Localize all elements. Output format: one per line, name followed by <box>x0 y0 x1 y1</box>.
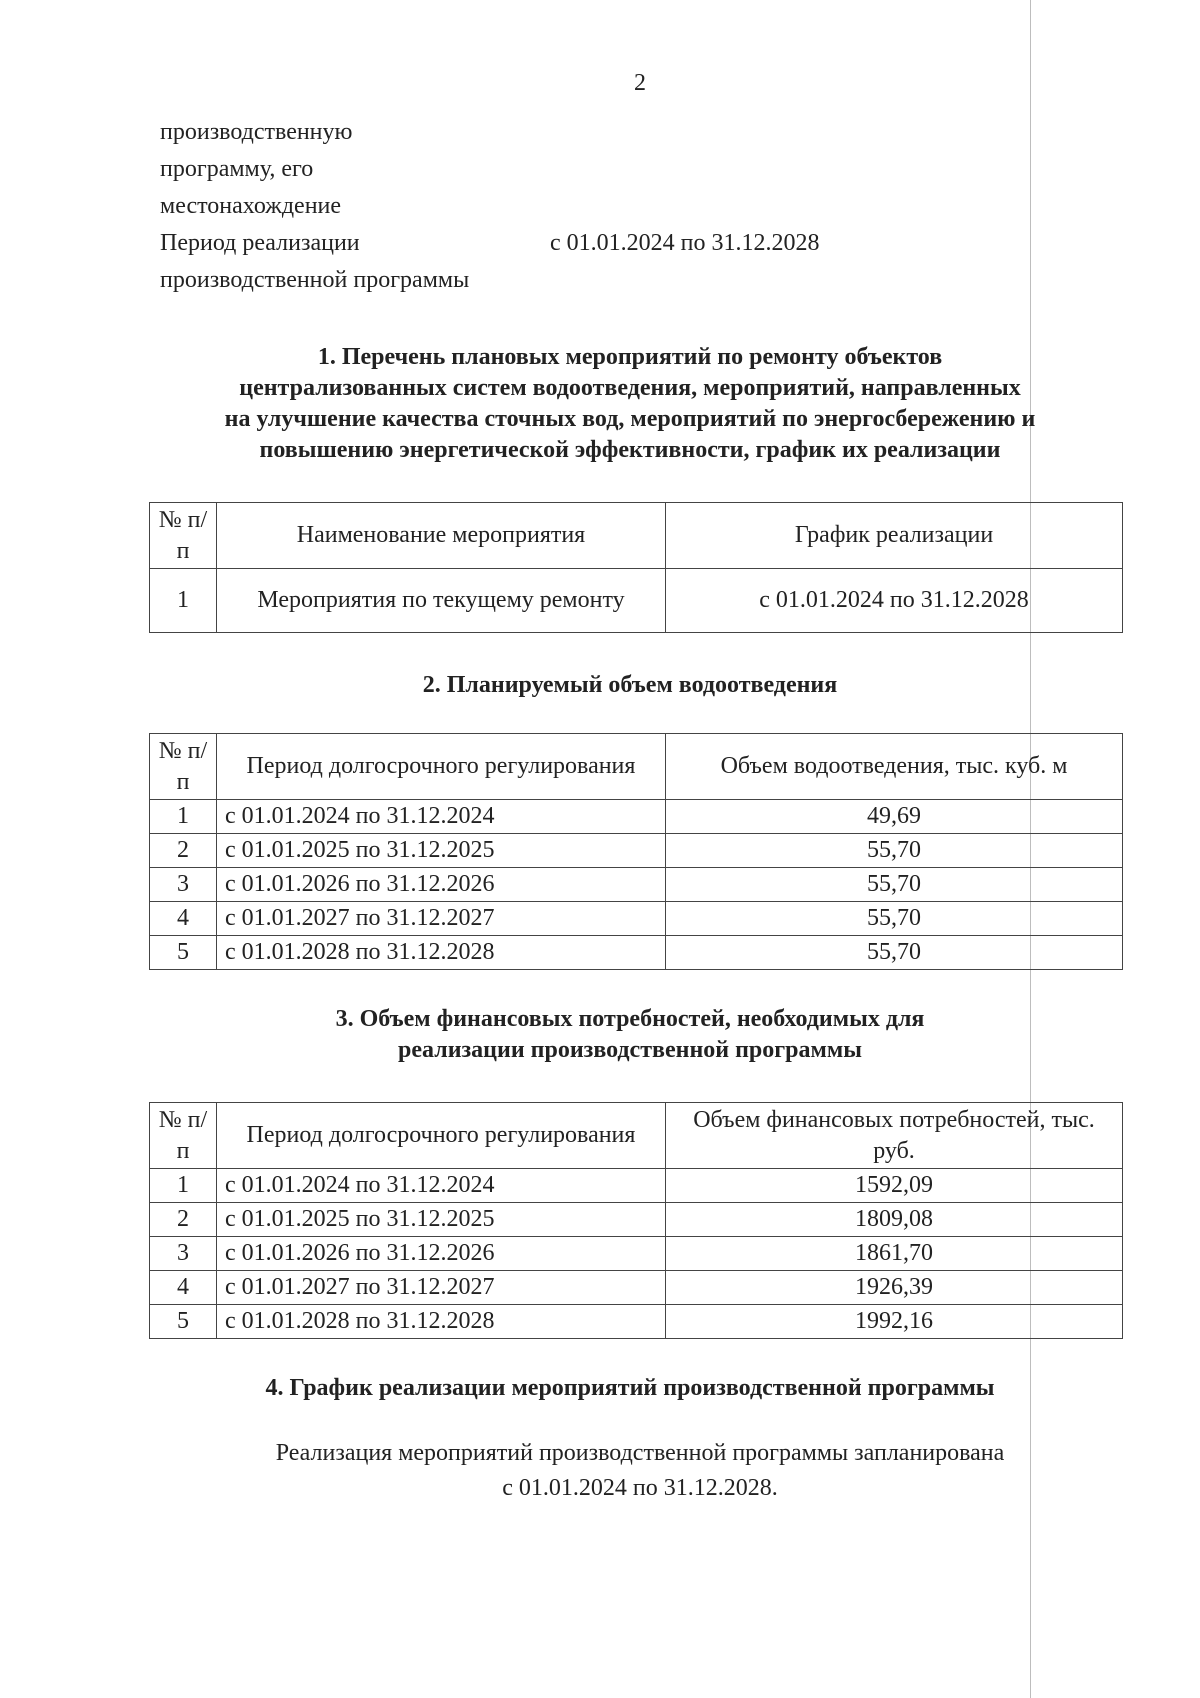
row-num: 1 <box>150 569 217 633</box>
row-period: с 01.01.2024 по 31.12.2024 <box>217 800 666 834</box>
row-num: 1 <box>150 1169 217 1203</box>
row-volume: 49,69 <box>666 800 1123 834</box>
volume-table <box>149 733 1123 970</box>
page-number: 2 <box>634 70 646 96</box>
row-period: с 01.01.2026 по 31.12.2026 <box>217 868 666 902</box>
period-label <box>160 225 550 299</box>
section4-title <box>140 1373 1120 1404</box>
header-num: № п/п <box>150 734 217 800</box>
table-row <box>150 1237 1123 1271</box>
row-finance: 1809,08 <box>666 1203 1123 1237</box>
period-label-line: Период реализации <box>160 230 360 256</box>
section1-title <box>140 342 1120 466</box>
section2-title-line: 2. Планируемый объем водоотведения <box>422 672 838 698</box>
section4-paragraph <box>160 1436 1120 1506</box>
table-row <box>150 569 1123 633</box>
row-num: 2 <box>150 1203 217 1237</box>
row-period: с 01.01.2027 по 31.12.2027 <box>217 902 666 936</box>
section3-title <box>140 1004 1120 1066</box>
owner-row <box>160 114 820 225</box>
section4-title-line: 4. График реализации мероприятий производственной программы <box>265 1375 995 1401</box>
row-period: с 01.01.2025 по 31.12.2025 <box>217 1203 666 1237</box>
section1-title-line: на улучшение качества сточных вод, мероприятий по энергосбережению и <box>224 406 1036 432</box>
table-row <box>150 936 1123 970</box>
header-name: Наименование мероприятия <box>217 503 666 569</box>
section1-title-line: повышению энергетической эффективности, график их реализации <box>259 437 1001 463</box>
table-row <box>150 1305 1123 1339</box>
table-row <box>150 902 1123 936</box>
header-period: Период долгосрочного регулирования <box>217 1103 666 1169</box>
period-value: с 01.01.2024 по 31.12.2028 <box>550 230 820 256</box>
header-finance: Объем финансовых потребностей, тыс. руб. <box>666 1103 1123 1169</box>
table-row <box>150 800 1123 834</box>
row-finance: 1861,70 <box>666 1237 1123 1271</box>
row-period: с 01.01.2024 по 31.12.2024 <box>217 1169 666 1203</box>
table-row <box>150 868 1123 902</box>
row-volume: 55,70 <box>666 902 1123 936</box>
header-schedule: График реализации <box>666 503 1123 569</box>
row-volume: 55,70 <box>666 834 1123 868</box>
table-row <box>150 1169 1123 1203</box>
paragraph-line: Реализация мероприятий производственной программы запланирована <box>275 1440 1005 1466</box>
table-header-row <box>150 503 1123 569</box>
row-num: 5 <box>150 936 217 970</box>
measures-table <box>149 502 1123 633</box>
row-finance: 1592,09 <box>666 1169 1123 1203</box>
row-finance: 1926,39 <box>666 1271 1123 1305</box>
header-num: № п/п <box>150 503 217 569</box>
row-finance: 1992,16 <box>666 1305 1123 1339</box>
row-period: с 01.01.2025 по 31.12.2025 <box>217 834 666 868</box>
row-period: с 01.01.2026 по 31.12.2026 <box>217 1237 666 1271</box>
row-num: 4 <box>150 1271 217 1305</box>
paragraph-line: с 01.01.2024 по 31.12.2028. <box>502 1475 778 1501</box>
period-label-line: производственной программы <box>160 267 470 293</box>
row-volume: 55,70 <box>666 868 1123 902</box>
program-info-block <box>160 114 820 299</box>
section3-title-line: 3. Объем финансовых потребностей, необходимых для <box>335 1006 925 1032</box>
section1-title-line: централизованных систем водоотведения, мероприятий, направленных <box>239 375 1021 401</box>
row-num: 3 <box>150 868 217 902</box>
row-name: Мероприятия по текущему ремонту <box>217 569 666 633</box>
owner-label-line: местонахождение <box>160 193 342 219</box>
table-row <box>150 1271 1123 1305</box>
section1-title-line: 1. Перечень плановых мероприятий по ремонту объектов <box>317 344 943 370</box>
row-num: 3 <box>150 1237 217 1271</box>
row-num: 4 <box>150 902 217 936</box>
section3-title-line: реализации производственной программы <box>398 1037 862 1063</box>
owner-label <box>160 114 550 225</box>
table-row <box>150 834 1123 868</box>
table-header-row <box>150 1103 1123 1169</box>
row-schedule: с 01.01.2024 по 31.12.2028 <box>666 569 1123 633</box>
row-period: с 01.01.2028 по 31.12.2028 <box>217 1305 666 1339</box>
row-period: с 01.01.2028 по 31.12.2028 <box>217 936 666 970</box>
header-period: Период долгосрочного регулирования <box>217 734 666 800</box>
header-num: № п/п <box>150 1103 217 1169</box>
row-period: с 01.01.2027 по 31.12.2027 <box>217 1271 666 1305</box>
owner-label-line: производственную <box>160 119 353 145</box>
owner-label-line: программу, его <box>160 156 314 182</box>
finance-table <box>149 1102 1123 1339</box>
table-row <box>150 1203 1123 1237</box>
header-volume: Объем водоотведения, тыс. куб. м <box>666 734 1123 800</box>
section2-title <box>140 670 1120 701</box>
row-num: 2 <box>150 834 217 868</box>
row-volume: 55,70 <box>666 936 1123 970</box>
period-row <box>160 225 820 299</box>
row-num: 1 <box>150 800 217 834</box>
table-header-row <box>150 734 1123 800</box>
row-num: 5 <box>150 1305 217 1339</box>
